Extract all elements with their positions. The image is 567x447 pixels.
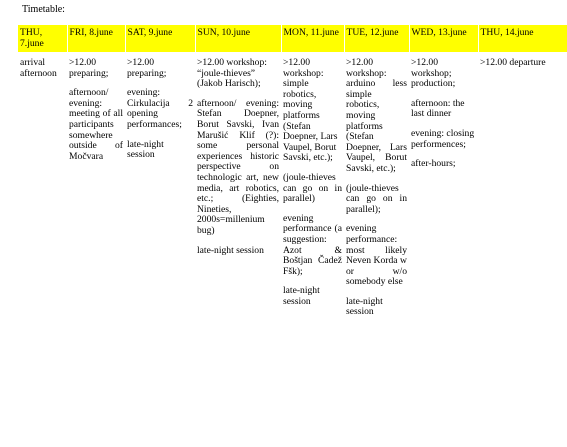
schedule-entry: late-night session: [346, 295, 383, 318]
schedule-entry: evening: Cirkulacija 2 opening performances;: [127, 87, 193, 130]
schedule-entry: afternoon/ evening: meeting of all participants somewhere outside of Močvara: [69, 87, 123, 162]
day-header: SUN, 10.june: [195, 25, 281, 52]
timetable: [18, 25, 567, 318]
day-cell-thu-14: [478, 52, 567, 318]
day-header: TUE, 12.june: [344, 25, 409, 52]
day-cell-sun-10: [195, 52, 281, 318]
day-cell-fri-8: [67, 52, 125, 318]
day-header: WED, 13.june: [409, 25, 478, 52]
day-cell-mon-11: [281, 52, 344, 318]
schedule-entry: >12.00 workshop: simple robotics, moving platforms (Stefan Doepner, Lars Vaupel, Borut Savski, etc.);: [283, 57, 338, 164]
schedule-entry: >12.00 preparing;: [127, 57, 167, 79]
schedule-entry: >12.00 departure: [480, 57, 546, 68]
schedule-entry: evening performance: most likely Neven Korda w or w/o somebody else: [346, 223, 407, 288]
day-header: FRI, 8.june: [67, 25, 125, 52]
day-cell-tue-12: [344, 52, 409, 318]
schedule-entry: evening: closing performences;: [411, 127, 475, 150]
schedule-entry: after-hours;: [411, 158, 456, 170]
day-header: THU, 14.june: [478, 25, 567, 52]
day-header: THU, 7.june: [18, 25, 67, 52]
timetable-label: Timetable:: [22, 4, 65, 15]
schedule-entry: >12.00 preparing;: [69, 57, 109, 79]
schedule-entry: late-night session: [127, 138, 164, 161]
day-cell-sat-9: [125, 52, 195, 318]
schedule-entry: arrival afternoon: [20, 57, 57, 79]
schedule-entry: >12.00 workshop: arduino less simple robotics, moving platforms (Stefan Doepner, Lars Vaupel, Borut Savski, etc.);: [346, 57, 407, 174]
schedule-entry: afternoon: the last dinner: [411, 97, 465, 120]
schedule-entry: afternoon/ evening: Stefan Doepner, Borut Savski, Ivan Marušić Klif (?): some personal experiences historic perspective on technologic art, new media, art robotics, etc.; (Eighties, Nineties, 2000s=millenium bug): [197, 97, 279, 236]
day-header: MON, 11.june: [281, 25, 344, 52]
day-header: SAT, 9.june: [125, 25, 195, 52]
schedule-entry: >12.00 workshop; production;: [411, 57, 456, 90]
schedule-entry: >12.00 workshop: “joule-thieves” (Jakob Harisch);: [197, 57, 267, 90]
header-row: [18, 25, 567, 52]
schedule-entry: (joule-thieves can go on in parallel): [283, 171, 342, 205]
schedule-entry: (joule-thieves can go on in parallel);: [346, 182, 407, 215]
schedule-entry: late-night session: [197, 244, 264, 256]
schedule-entry: evening performance (a suggestion: Azot & Boštjan Čadež Fšk);: [283, 212, 342, 277]
schedule-row: [18, 52, 567, 318]
day-cell-thu-7: [18, 52, 67, 318]
day-cell-wed-13: [409, 52, 478, 318]
schedule-entry: late-night session: [283, 285, 320, 307]
